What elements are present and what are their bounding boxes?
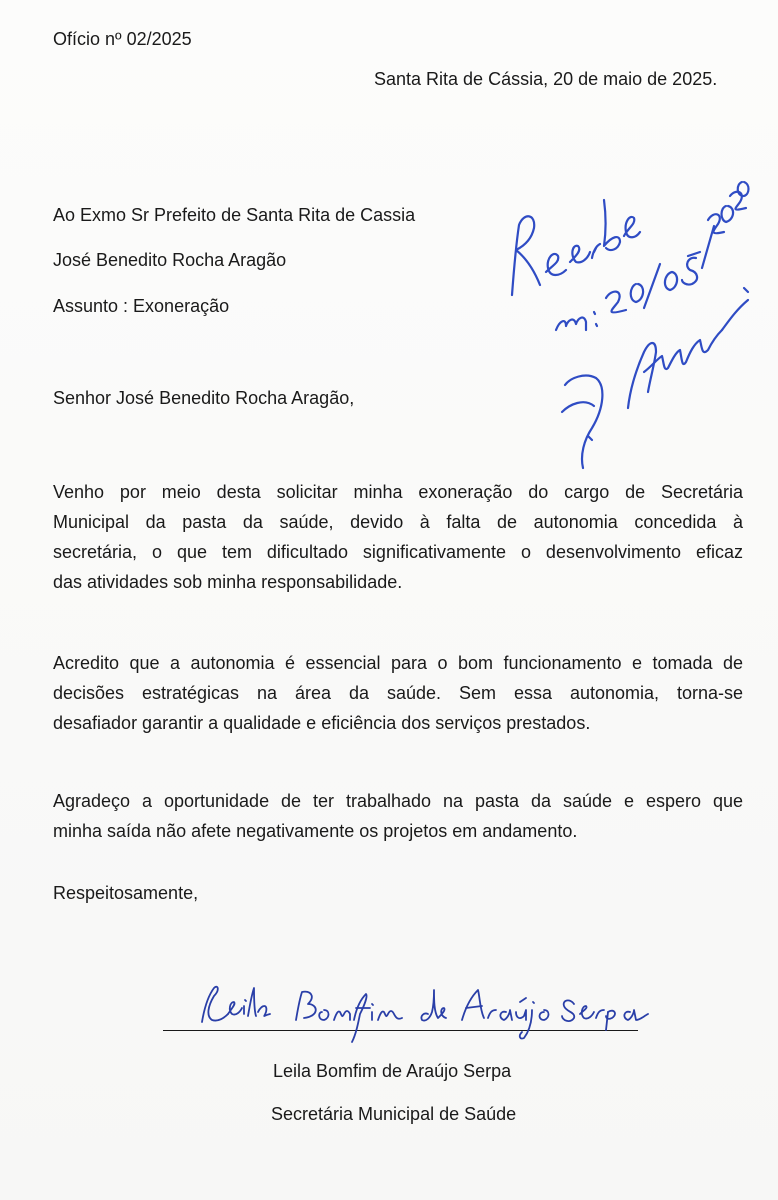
paragraph-line: minha saída não afete negativamente os projetos em andamento. (53, 821, 578, 841)
paragraph-line: Municipal da pasta da saúde, devido à falta de autonomia concedida à (53, 512, 743, 532)
body-paragraph-3 (53, 786, 743, 846)
paragraph-line: Agradeço a oportunidade de ter trabalhado na pasta da saúde e espero que (53, 791, 743, 811)
subject-line: Assunto : Exoneração (53, 296, 230, 316)
paragraph-line: das atividades sob minha responsabilidade. (53, 572, 403, 592)
paragraph-line: secretária, o que tem dificultado significativamente o desenvolvimento eficaz (53, 542, 743, 562)
closing: Respeitosamente, (53, 883, 199, 903)
signature-handwritten (202, 987, 648, 1042)
salutation: Senhor José Benedito Rocha Aragão, (53, 388, 355, 408)
signatory-name: Leila Bomfim de Araújo Serpa (273, 1061, 512, 1081)
signature-line (163, 1030, 638, 1031)
body-paragraph-2 (53, 648, 743, 738)
signatory-role: Secretária Municipal de Saúde (271, 1104, 517, 1124)
place-and-date: Santa Rita de Cássia, 20 de maio de 2025. (374, 69, 718, 89)
receipt-handwritten-note (512, 182, 749, 468)
paragraph-line: Acredito que a autonomia é essencial para o bom funcionamento e tomada de (53, 653, 743, 673)
recipient-title: Ao Exmo Sr Prefeito de Santa Rita de Cassia (53, 205, 416, 225)
paragraph-line: desafiador garantir a qualidade e eficiência dos serviços prestados. (53, 713, 591, 733)
document-reference: Ofício nº 02/2025 (53, 29, 192, 49)
body-paragraph-1 (53, 477, 743, 597)
paragraph-line: decisões estratégicas na área da saúde. Sem essa autonomia, torna-se (53, 683, 743, 703)
paragraph-line: Venho por meio desta solicitar minha exoneração do cargo de Secretária (53, 482, 743, 502)
recipient-name: José Benedito Rocha Aragão (53, 250, 287, 270)
